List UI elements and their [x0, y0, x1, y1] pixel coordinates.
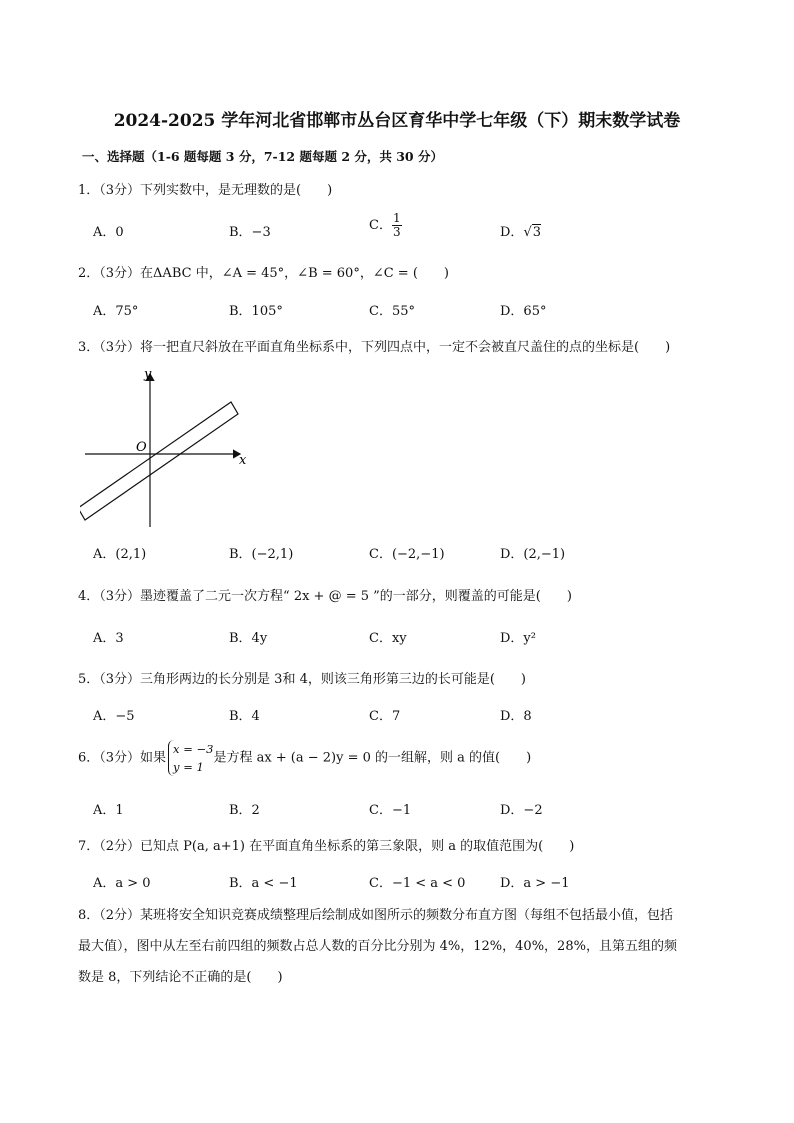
- ruler: [80, 402, 238, 520]
- q5-option-a: A．−5: [93, 709, 135, 724]
- square-root: √3: [523, 225, 542, 240]
- q6-stem-suffix: 是方程 ax + (a − 2)y = 0 的一组解，则 a 的值( ): [213, 750, 532, 766]
- origin-label: O: [136, 440, 147, 455]
- q3-option-b: B．(−2,1): [229, 547, 294, 562]
- question-6-stem: [78, 740, 531, 776]
- q7-option-b: B．a < −1: [229, 876, 298, 891]
- q1-option-d-label: D．: [500, 225, 524, 240]
- q2-option-d: D．65°: [500, 304, 547, 319]
- q1-option-a: A．0: [93, 225, 124, 240]
- question-5-stem: 5．（3分）三角形两边的长分别是 3和 4，则该三角形第三边的长可能是( ): [78, 672, 526, 687]
- q3-option-c: C．(−2,−1): [369, 547, 445, 562]
- question-1-stem: 1．（3分）下列实数中，是无理数的是( ): [78, 183, 333, 198]
- q1-option-b: B．−3: [229, 225, 271, 240]
- y-axis-label: y: [144, 367, 152, 382]
- fraction: [392, 212, 402, 239]
- q1-option-d: [500, 221, 541, 240]
- question-8-line-3: 数是 8，下列结论不正确的是( ): [78, 970, 283, 985]
- q5-option-d: D．8: [500, 709, 532, 724]
- q1-option-c-label: C．: [369, 218, 392, 233]
- section-heading: 一、选择题（1-6 题每题 3 分，7-12 题每题 2 分，共 30 分）: [82, 149, 443, 164]
- fraction-denominator: 3: [392, 225, 401, 239]
- q6-option-d: D．−2: [500, 803, 543, 818]
- system-line-1: x = −3: [173, 742, 214, 756]
- q6-stem-prefix: 6．（3分）如果: [78, 750, 167, 766]
- q5-option-c: C．7: [369, 709, 401, 724]
- question-8-line-1: 8．（2分）某班将安全知识竞赛成绩整理后绘制成如图所示的频数分布直方图（每组不包括最小值，包括: [78, 908, 674, 923]
- q4-option-d: D．y²: [500, 631, 536, 646]
- q7-option-d: D．a > −1: [500, 876, 570, 891]
- q7-option-c: C．−1 < a < 0: [369, 876, 466, 891]
- radicand: 3: [532, 225, 542, 240]
- q3-option-d: D．(2,−1): [500, 547, 566, 562]
- exam-title: 2024-2025 学年河北省邯郸市丛台区育华中学七年级（下）期末数学试卷: [113, 111, 681, 131]
- question-8-line-2: 最大值），图中从左至右前四组的频数占总人数的百分比分别为 4%，12%，40%，28%，且第五组的频: [78, 939, 677, 954]
- q2-option-b: B．105°: [229, 304, 283, 319]
- q6-option-c: C．−1: [369, 803, 412, 818]
- x-axis-label: x: [239, 453, 247, 468]
- question-7-stem: 7．（2分）已知点 P(a, a+1) 在平面直角坐标系的第三象限，则 a 的取值范围为( ): [78, 839, 575, 854]
- ruler-on-axes-figure: [80, 362, 250, 530]
- q6-option-a: A．1: [93, 803, 124, 818]
- question-2-stem: 2．（3分）在ΔABC 中，∠A = 45°，∠B = 60°，∠C = ( ): [78, 266, 449, 281]
- q2-option-a: A．75°: [93, 304, 139, 319]
- q3-option-a: A．(2,1): [93, 547, 147, 562]
- q5-option-b: B．4: [229, 709, 260, 724]
- q4-option-a: A．3: [93, 631, 124, 646]
- q4-option-b: B．4y: [229, 631, 268, 646]
- q7-option-a: A．a > 0: [93, 876, 151, 891]
- system-line-2: y = 1: [173, 760, 204, 774]
- q6-option-b: B．2: [229, 803, 260, 818]
- equation-system: [168, 740, 213, 776]
- q2-option-c: C．55°: [369, 304, 415, 319]
- question-4-stem: 4．（3分）墨迹覆盖了二元一次方程“ 2x + @ = 5 ”的一部分，则覆盖的可能是( ): [78, 589, 572, 604]
- question-3-stem: 3．（3分）将一把直尺斜放在平面直角坐标系中，下列四点中，一定不会被直尺盖住的点的坐标是( ): [78, 340, 671, 355]
- q1-option-c: [369, 212, 402, 239]
- q4-option-c: C．xy: [369, 631, 407, 646]
- fraction-numerator: 1: [392, 211, 401, 225]
